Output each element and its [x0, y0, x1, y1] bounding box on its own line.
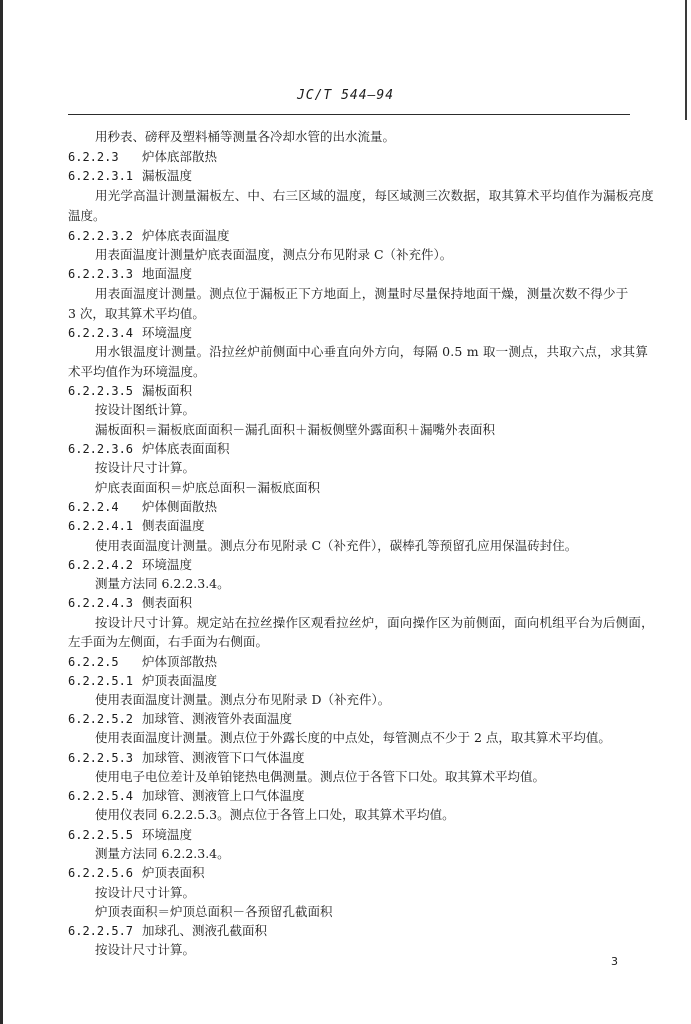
section-number: 6.2.2.5.5: [68, 828, 134, 842]
section-number: 6.2.2.3: [68, 150, 119, 164]
section-title: 炉体底表面温度: [142, 228, 230, 243]
text-line: 测量方法同 6.2.2.3.4。: [95, 846, 230, 861]
formula-line: 炉底表面面积＝炉底总面积－漏板底面积: [95, 480, 321, 495]
section-title: 漏板温度: [142, 168, 193, 183]
section-number: 6.2.2.5.1: [68, 674, 134, 688]
section-number: 6.2.2.4.1: [68, 519, 134, 533]
formula-line: 漏板面积＝漏板底面面积－漏孔面积＋漏板侧壁外露面积＋漏嘴外表面积: [95, 422, 496, 437]
section-number: 6.2.2.5.2: [68, 712, 134, 726]
section-title: 炉体底表面面积: [142, 441, 230, 456]
section-number: 6.2.2.5.6: [68, 866, 134, 880]
section-heading: [68, 788, 305, 804]
section-title: 炉体底部散热: [142, 149, 218, 164]
section-title: 加球管、测液管下口气体温度: [142, 750, 305, 765]
page-number: 3: [611, 955, 618, 968]
text-line: 按设计尺寸计算。规定站在拉丝操作区观看拉丝炉，面向操作区为前侧面，面向机组平台为后侧面，: [95, 615, 654, 630]
section-title: 漏板面积: [142, 383, 193, 398]
header-rule: [68, 114, 630, 115]
page-header: JC/T 544—94: [296, 88, 395, 103]
section-number: 6.2.2.3.1: [68, 169, 134, 183]
section-number: 6.2.2.5: [68, 655, 119, 669]
section-number: 6.2.2.4.3: [68, 596, 134, 610]
section-number: 6.2.2.5.3: [68, 751, 134, 765]
section-number: 6.2.2.4.2: [68, 558, 134, 572]
section-heading: [68, 923, 267, 939]
section-title: 侧表面温度: [142, 518, 205, 533]
text-line: 3 次，取其算术平均值。: [68, 306, 205, 321]
text-line: 测量方法同 6.2.2.3.4。: [95, 576, 230, 591]
section-title: 加球孔、测液孔截面积: [142, 923, 268, 938]
section-heading: [68, 557, 192, 573]
text-line: 使用表面温度计测量。测点分布见附录 D（补充件）。: [95, 692, 391, 707]
text-line: 温度。: [68, 208, 106, 223]
section-heading: [68, 711, 292, 727]
section-heading: [68, 827, 192, 843]
text-line: 用光学高温计测量漏板左、中、右三区域的温度，每区域测三次数据，取其算术平均值作为漏板亮度: [95, 188, 654, 203]
section-title: 炉体侧面散热: [142, 499, 218, 514]
section-title: 侧表面积: [142, 595, 193, 610]
text-line: 使用电子电位差计及单铂铑热电偶测量。测点位于各管下口处。取其算术平均值。: [95, 769, 546, 784]
section-title: 加球管、测液管外表面温度: [142, 711, 293, 726]
text-line: 按设计尺寸计算。: [95, 460, 196, 475]
section-number: 6.2.2.3.5: [68, 384, 134, 398]
section-number: 6.2.2.3.3: [68, 267, 134, 281]
section-heading: [68, 518, 205, 534]
section-number: 6.2.2.3.4: [68, 326, 134, 340]
section-heading: [68, 595, 192, 611]
section-heading: [68, 499, 217, 515]
text-line: 使用表面温度计测量。测点位于外露长度的中点处，每管测点不少于 2 点，取其算术平均值。: [95, 730, 611, 745]
section-heading: [68, 228, 230, 244]
text-line: 左手面为左侧面，右手面为右侧面。: [68, 634, 269, 649]
section-heading: [68, 168, 192, 184]
section-heading: [68, 750, 305, 766]
scan-edge-left: [0, 0, 3, 1024]
section-title: 地面温度: [142, 266, 193, 281]
section-heading: [68, 149, 217, 165]
text-line: 术平均值作为环境温度。: [68, 364, 206, 379]
section-heading: [68, 654, 217, 670]
section-heading: [68, 865, 205, 881]
text-line: 使用表面温度计测量。测点分布见附录 C（补充件），碳棒孔等预留孔应用保温砖封住。: [95, 538, 578, 553]
section-number: 6.2.2.4: [68, 500, 119, 514]
section-title: 炉体顶部散热: [142, 654, 218, 669]
text-line: 用秒表、磅秤及塑料桶等测量各冷却水管的出水流量。: [95, 129, 396, 144]
text-line: 用水银温度计测量。沿拉丝炉前侧面中心垂直向外方向，每隔 0.5 m 取一测点，共取六点，求其算: [95, 344, 649, 359]
section-title: 环境温度: [142, 827, 193, 842]
section-title: 环境温度: [142, 325, 193, 340]
section-number: 6.2.2.5.7: [68, 924, 134, 938]
text-line: 按设计图纸计算。: [95, 402, 196, 417]
section-heading: [68, 673, 217, 689]
section-title: 炉顶表面温度: [142, 673, 218, 688]
text-line: 使用仪表同 6.2.2.5.3。测点位于各管上口处，取其算术平均值。: [95, 807, 455, 822]
section-number: 6.2.2.5.4: [68, 789, 134, 803]
section-number: 6.2.2.3.2: [68, 229, 134, 243]
text-line: 用表面温度计测量炉底表面温度，测点分布见附录 C（补充件）。: [95, 247, 453, 262]
section-number: 6.2.2.3.6: [68, 442, 134, 456]
text-line: 用表面温度计测量。测点位于漏板正下方地面上，测量时尽量保持地面干燥，测量次数不得少于: [95, 286, 629, 301]
text-line: 按设计尺寸计算。: [95, 885, 196, 900]
section-title: 加球管、测液管上口气体温度: [142, 788, 305, 803]
section-heading: [68, 441, 230, 457]
section-heading: [68, 325, 192, 341]
section-title: 炉顶表面积: [142, 865, 205, 880]
section-title: 环境温度: [142, 557, 193, 572]
section-heading: [68, 266, 192, 282]
text-line: 按设计尺寸计算。: [95, 942, 196, 957]
section-heading: [68, 383, 192, 399]
formula-line: 炉顶表面积＝炉顶总面积－各预留孔截面积: [95, 904, 333, 919]
